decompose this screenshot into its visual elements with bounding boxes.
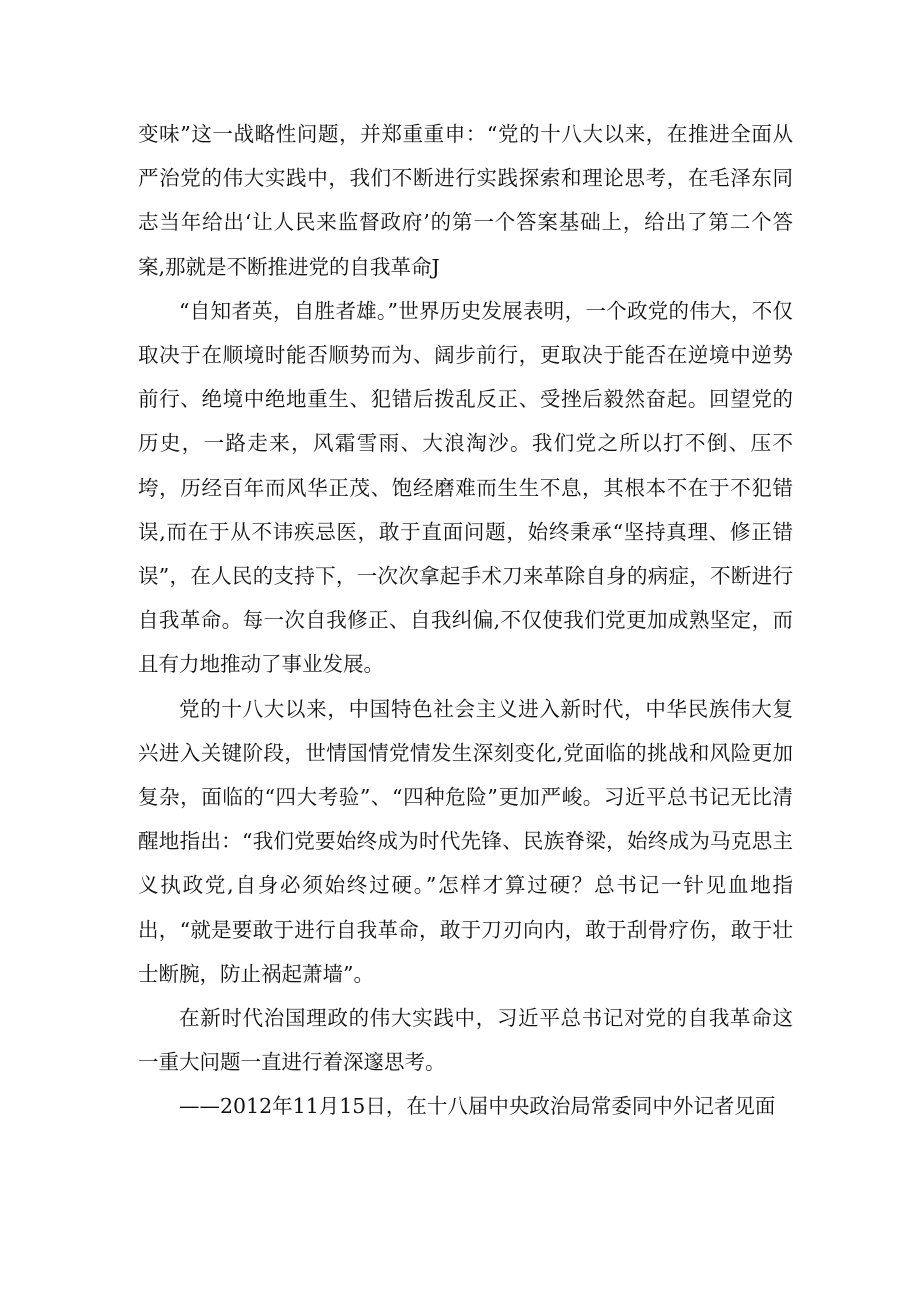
paragraph-deep-thinking: 在新时代治国理政的伟大实践中，习近平总书记对党的自我革命这一重大问题一直进行着深邃思考。 — [138, 1006, 793, 1075]
paragraph-self-knowledge: “自知者英，自胜者雄。”世界历史发展表明，一个政党的伟大，不仅取决于在顺境时能否顺势而为、阔步前行，更取决于能否在逆境中逆势前行、绝境中绝地重生、犯错后拨乱反正、受挫后毅然奋起。回望党的历史，一路走来，风霜雪雨、大浪淘沙。我们党之所以打不倒、压不垮，历经百年而风华正茂、饱经磨难而生生不息，其根本不在于不犯错误,而在于从不讳疾忌医，敢于直面问题，始终秉承“坚持真理、修正错误”，在人民的支持下，一次次拿起手术刀来革除自身的病症，不断进行自我革命。每一次自我修正、自我纠偏,不仅使我们党更加成熟坚定，而且有力地推动了事业发展。 — [138, 298, 793, 677]
paragraph-date-entry: ——2012年11月15日，在十八届中央政治局常委同中外记者见面 — [179, 1094, 776, 1119]
paragraph-continuation: 变味”这一战略性问题，并郑重重申：“党的十八大以来，在推进全面从严治党的伟大实践中，我们不断进行实践探索和理论思考，在毛泽东同志当年给出‘让人民来监督政府’的第一个答案基础上，给出了第二个答案,那就是不断推进党的自我革命J — [138, 122, 793, 279]
paragraph-new-era: 党的十八大以来，中国特色社会主义进入新时代，中华民族伟大复兴进入关键阶段，世情国情党情发生深刻变化,党面临的挑战和风险更加复杂，面临的“四大考验”、“四种危险”更加严峻。习近平总书记无比清醒地指出：“我们党要始终成为时代先锋、民族脊梁，始终成为马克思主义执政党,自身必须始终过硬。”怎样才算过硬？总书记一针见血地指出，“就是要敢于进行自我革命，敢于刀刃向内，敢于刮骨疗伤，敢于壮士断腕，防止祸起萧墙”。 — [138, 696, 793, 986]
document-body — [138, 112, 793, 1129]
